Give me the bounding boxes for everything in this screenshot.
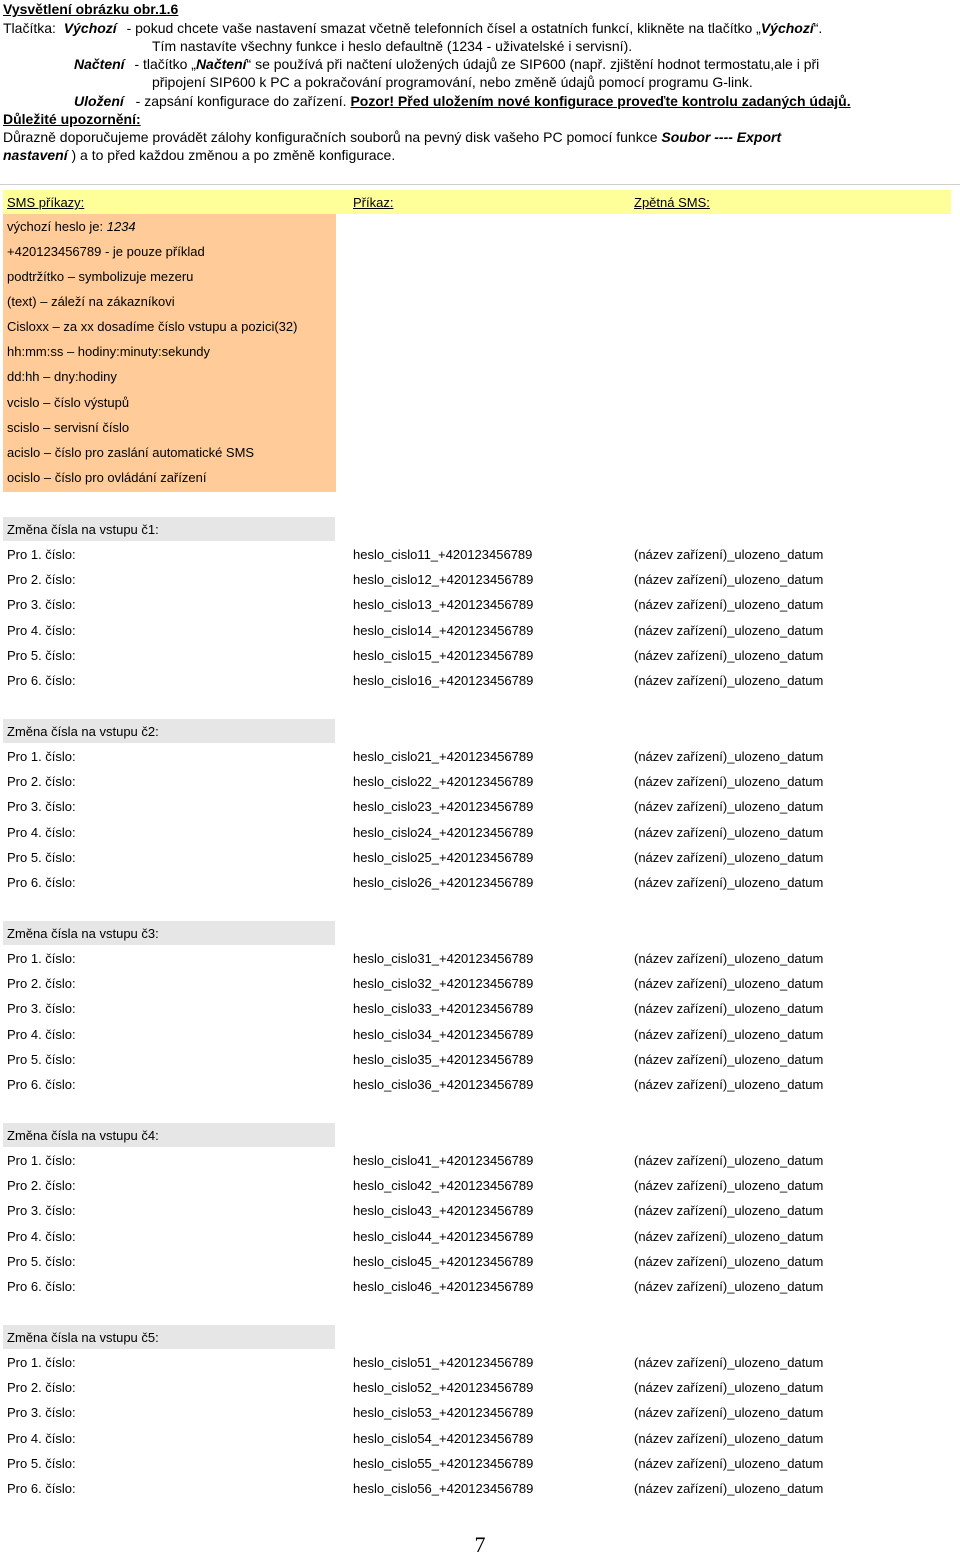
reply-sms: (název zařízení)_ulozeno_datum	[634, 824, 824, 840]
important-line2	[3, 146, 395, 164]
section-title	[3, 719, 335, 743]
section-title	[3, 921, 335, 945]
number-label: Pro 3. číslo:	[7, 1203, 76, 1219]
reply-sms: (název zařízení)_ulozeno_datum	[634, 1405, 824, 1421]
legend-item: podtržítko – symbolizuje mezeru	[7, 269, 194, 284]
section-title	[3, 1123, 335, 1147]
number-label: Pro 1. číslo:	[7, 547, 76, 562]
legend-item: (text) – záleží na zákazníkovi	[7, 294, 175, 309]
reply-sms: (název zařízení)_ulozeno_datum	[634, 1279, 824, 1294]
legend-default-password-label: výchozí heslo je:	[7, 219, 107, 234]
table-row	[3, 1198, 951, 1223]
sms-command: heslo_cislo11_+420123456789	[353, 547, 533, 562]
vychozi-line2: Tím nastavíte všechny funkce i heslo defaultně (1234 - uživatelské i servisní).	[152, 38, 633, 54]
table-row	[3, 643, 951, 668]
sms-command: heslo_cislo46_+420123456789	[353, 1279, 534, 1294]
sms-command: heslo_cislo24_+420123456789	[353, 824, 534, 840]
col-sms-commands: SMS příkazy:	[7, 195, 85, 210]
section-title	[3, 517, 335, 541]
number-label: Pro 6. číslo:	[7, 1481, 76, 1496]
reply-sms: (název zařízení)_ulozeno_datum	[634, 673, 824, 688]
legend-item: ocislo – číslo pro ovládání zařízení	[7, 470, 207, 485]
sms-command: heslo_cislo12_+420123456789	[353, 572, 534, 588]
number-label: Pro 3. číslo:	[7, 597, 76, 613]
page-heading: Vysvětlení obrázku obr.1.6	[3, 1, 179, 17]
reply-sms: (název zařízení)_ulozeno_datum	[634, 749, 824, 764]
number-label: Pro 5. číslo:	[7, 647, 76, 663]
reply-sms: (název zařízení)_ulozeno_datum	[634, 647, 824, 663]
sms-command: heslo_cislo25_+420123456789	[353, 849, 534, 865]
reply-sms: (název zařízení)_ulozeno_datum	[634, 1051, 824, 1067]
table-row	[3, 1350, 951, 1375]
table-row	[3, 845, 951, 870]
number-label: Pro 4. číslo:	[7, 1228, 76, 1244]
sms-command: heslo_cislo56_+420123456789	[353, 1481, 534, 1496]
reply-sms: (název zařízení)_ulozeno_datum	[634, 1355, 824, 1370]
section-title-text: Změna čísla na vstupu č3:	[7, 926, 159, 941]
sms-command: heslo_cislo43_+420123456789	[353, 1203, 534, 1219]
sms-command: heslo_cislo35_+420123456789	[353, 1051, 534, 1067]
number-label: Pro 1. číslo:	[7, 951, 76, 966]
nacteni-name-inline: Načtení	[195, 56, 247, 72]
sms-command: heslo_cislo42_+420123456789	[353, 1178, 534, 1194]
vychozi-name: Výchozí	[63, 20, 117, 36]
legend-item: hh:mm:ss – hodiny:minuty:sekundy	[7, 344, 211, 359]
section-title-text: Změna čísla na vstupu č1:	[7, 522, 159, 537]
number-label: Pro 3. číslo:	[7, 799, 76, 815]
sms-command: heslo_cislo36_+420123456789	[353, 1077, 534, 1092]
reply-sms: (název zařízení)_ulozeno_datum	[634, 1253, 824, 1269]
reply-sms: (název zařízení)_ulozeno_datum	[634, 1228, 824, 1244]
sms-command: heslo_cislo41_+420123456789	[353, 1153, 534, 1168]
vychozi-name-inline: Výchozí	[760, 20, 814, 36]
table-row	[3, 1072, 951, 1097]
reply-sms: (název zařízení)_ulozeno_datum	[634, 1430, 824, 1446]
table-row	[3, 1451, 951, 1476]
number-label: Pro 2. číslo:	[7, 976, 76, 992]
nacteni-text: - tlačítko „	[134, 56, 196, 72]
number-label: Pro 4. číslo:	[7, 1026, 76, 1042]
table-row	[3, 1047, 951, 1072]
table-row	[3, 1148, 951, 1173]
nacteni-line	[74, 55, 819, 73]
table-row	[3, 668, 951, 693]
sms-command: heslo_cislo15_+420123456789	[353, 647, 534, 663]
number-label: Pro 5. číslo:	[7, 1051, 76, 1067]
reply-sms: (název zařízení)_ulozeno_datum	[634, 547, 824, 562]
col-command: Příkaz:	[353, 195, 394, 210]
table-row	[3, 996, 951, 1021]
reply-sms: (název zařízení)_ulozeno_datum	[634, 622, 824, 638]
legend-item	[7, 219, 136, 234]
ulozeni-line	[74, 92, 851, 110]
reply-sms: (název zařízení)_ulozeno_datum	[634, 774, 824, 790]
nacteni-line2: připojení SIP600 k PC a pokračování programování, nebo změně údajů pomocí programu G-link.	[152, 74, 753, 90]
number-label: Pro 2. číslo:	[7, 1380, 76, 1396]
table-header	[3, 190, 951, 214]
ulozeni-name: Uložení	[74, 93, 124, 109]
sms-command: heslo_cislo51_+420123456789	[353, 1355, 534, 1370]
col-reply-sms: Zpětná SMS:	[634, 195, 710, 210]
reply-sms: (název zařízení)_ulozeno_datum	[634, 1077, 824, 1092]
sms-command: heslo_cislo52_+420123456789	[353, 1380, 534, 1396]
reply-sms: (název zařízení)_ulozeno_datum	[634, 951, 824, 966]
number-label: Pro 5. číslo:	[7, 849, 76, 865]
sms-command: heslo_cislo13_+420123456789	[353, 597, 534, 613]
reply-sms: (název zařízení)_ulozeno_datum	[634, 799, 824, 815]
legend-item: +420123456789 - je pouze příklad	[7, 244, 205, 259]
sms-command: heslo_cislo22_+420123456789	[353, 774, 534, 790]
legend-item: scislo – servisní číslo	[7, 420, 130, 435]
nacteni-name: Načtení	[74, 56, 125, 72]
reply-sms: (název zařízení)_ulozeno_datum	[634, 572, 824, 588]
important-text-end: ) a to před každou změnou a po změně konfigurace.	[67, 147, 396, 163]
section-title-text: Změna čísla na vstupu č2:	[7, 724, 159, 739]
sms-command: heslo_cislo55_+420123456789	[353, 1455, 534, 1471]
legend-item: Cisloxx – za xx dosadíme číslo vstupu a pozici(32)	[7, 319, 298, 334]
section-title	[3, 1325, 335, 1349]
table-row	[3, 567, 951, 592]
table-row	[3, 870, 951, 895]
number-label: Pro 4. číslo:	[7, 622, 76, 638]
reply-sms: (název zařízení)_ulozeno_datum	[634, 1026, 824, 1042]
number-label: Pro 6. číslo:	[7, 673, 76, 688]
number-label: Pro 2. číslo:	[7, 572, 76, 588]
number-label: Pro 6. číslo:	[7, 875, 76, 890]
table-row	[3, 1224, 951, 1249]
legend-box	[3, 214, 336, 492]
sms-command: heslo_cislo53_+420123456789	[353, 1405, 534, 1421]
vychozi-text-end: “.	[813, 20, 823, 36]
reply-sms: (název zařízení)_ulozeno_datum	[634, 1203, 824, 1219]
table-row	[3, 1400, 951, 1425]
reply-sms: (název zařízení)_ulozeno_datum	[634, 1001, 824, 1017]
reply-sms: (název zařízení)_ulozeno_datum	[634, 875, 824, 890]
number-label: Pro 3. číslo:	[7, 1405, 76, 1421]
table-row	[3, 820, 951, 845]
legend-item: dd:hh – dny:hodiny	[7, 369, 117, 384]
table-row	[3, 744, 951, 769]
table-row	[3, 946, 951, 971]
page-number: 7	[474, 1532, 486, 1557]
table-row	[3, 1426, 951, 1451]
sms-command: heslo_cislo45_+420123456789	[353, 1253, 534, 1269]
important-line1	[3, 128, 781, 146]
reply-sms: (název zařízení)_ulozeno_datum	[634, 1481, 824, 1496]
table-row	[3, 769, 951, 794]
reply-sms: (název zařízení)_ulozeno_datum	[634, 597, 824, 613]
legend-item: acislo – číslo pro zaslání automatické SMS	[7, 445, 255, 460]
number-label: Pro 6. číslo:	[7, 1077, 76, 1092]
table-row	[3, 971, 951, 996]
number-label: Pro 1. číslo:	[7, 749, 76, 764]
table-row	[3, 618, 951, 643]
sms-command: heslo_cislo14_+420123456789	[353, 622, 534, 638]
number-label: Pro 5. číslo:	[7, 1455, 76, 1471]
sms-command: heslo_cislo44_+420123456789	[353, 1228, 534, 1244]
section-title-text: Změna čísla na vstupu č5:	[7, 1330, 159, 1345]
number-label: Pro 1. číslo:	[7, 1153, 76, 1168]
sms-command: heslo_cislo54_+420123456789	[353, 1430, 534, 1446]
table-row	[3, 1249, 951, 1274]
reply-sms: (název zařízení)_ulozeno_datum	[634, 1455, 824, 1471]
important-title: Důležité upozornění:	[3, 111, 141, 127]
section-title-text: Změna čísla na vstupu č4:	[7, 1128, 159, 1143]
nacteni-text-end: “ se používá při načtení uložených údajů ze SIP600 (např. zjištění hodnot termostatu,ale i při	[246, 56, 820, 72]
table-row	[3, 1476, 951, 1501]
reply-sms: (název zařízení)_ulozeno_datum	[634, 1380, 824, 1396]
table-row	[3, 542, 951, 567]
number-label: Pro 2. číslo:	[7, 774, 76, 790]
reply-sms: (název zařízení)_ulozeno_datum	[634, 1153, 824, 1168]
important-bold-b: nastavení	[3, 147, 68, 163]
number-label: Pro 3. číslo:	[7, 1001, 76, 1017]
separator-line	[0, 184, 960, 185]
ulozeni-text: - zapsání konfigurace do zařízení.	[135, 93, 351, 109]
vychozi-line	[3, 19, 822, 37]
table-row	[3, 1173, 951, 1198]
sms-command: heslo_cislo32_+420123456789	[353, 976, 534, 992]
number-label: Pro 6. číslo:	[7, 1279, 76, 1294]
legend-default-password-value: 1234	[106, 219, 136, 234]
reply-sms: (název zařízení)_ulozeno_datum	[634, 1178, 824, 1194]
table-row	[3, 592, 951, 617]
sms-command: heslo_cislo34_+420123456789	[353, 1026, 534, 1042]
sms-command: heslo_cislo26_+420123456789	[353, 875, 534, 890]
number-label: Pro 2. číslo:	[7, 1178, 76, 1194]
reply-sms: (název zařízení)_ulozeno_datum	[634, 976, 824, 992]
sms-command: heslo_cislo31_+420123456789	[353, 951, 534, 966]
table-row	[3, 1274, 951, 1299]
sms-command: heslo_cislo21_+420123456789	[353, 749, 534, 764]
buttons-label: Tlačítka:	[3, 20, 56, 36]
legend-item: vcislo – číslo výstupů	[7, 395, 130, 410]
number-label: Pro 5. číslo:	[7, 1253, 76, 1269]
vychozi-text: - pokud chcete vaše nastavení smazat včetně telefonních čísel a ostatních funkcí, klikněte na tlačítko „	[126, 20, 761, 36]
table-row	[3, 794, 951, 819]
sms-command: heslo_cislo33_+420123456789	[353, 1001, 534, 1017]
sms-command: heslo_cislo16_+420123456789	[353, 673, 534, 688]
important-bold-a: Soubor ---- Export	[661, 129, 782, 145]
table-row	[3, 1022, 951, 1047]
reply-sms: (název zařízení)_ulozeno_datum	[634, 849, 824, 865]
important-text: Důrazně doporučujeme provádět zálohy konfiguračních souborů na pevný disk vašeho PC pomocí funkce	[3, 129, 662, 145]
number-label: Pro 4. číslo:	[7, 824, 76, 840]
number-label: Pro 4. číslo:	[7, 1430, 76, 1446]
number-label: Pro 1. číslo:	[7, 1355, 76, 1370]
ulozeni-warning: Pozor! Před uložením nové konfigurace proveďte kontrolu zadaných údajů.	[350, 93, 851, 109]
table-row	[3, 1375, 951, 1400]
sms-command: heslo_cislo23_+420123456789	[353, 799, 534, 815]
